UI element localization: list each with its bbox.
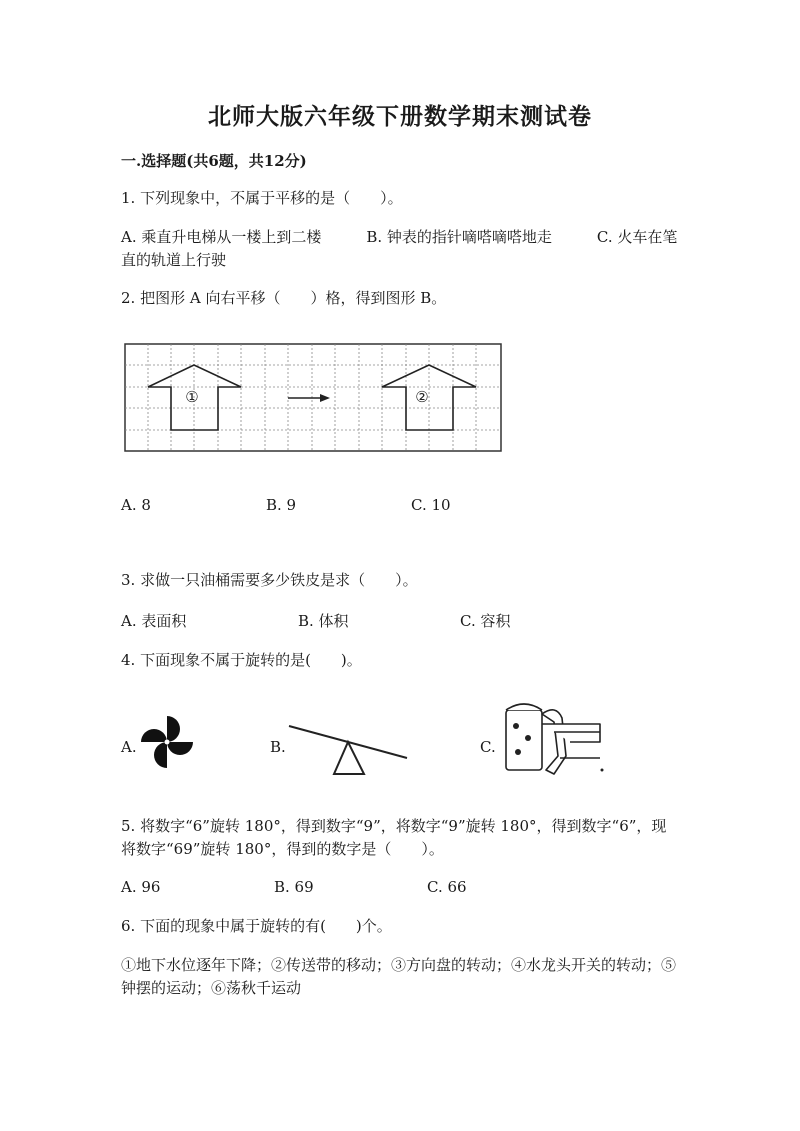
question-5-option-c: C. 66 xyxy=(427,878,467,896)
question-6-items: ①地下水位逐年下降；②传送带的移动；③方向盘的转动；④水龙头开关的转动；⑤钟摆的运动；⑥荡秋千运动 xyxy=(121,956,677,997)
question-3-option-b: B. 体积 xyxy=(298,612,349,630)
question-4-option-a: A. xyxy=(121,738,137,756)
question-3-stem: 3. 求做一只油桶需要多少铁皮是求（ ）。 xyxy=(121,571,418,589)
section-heading: 一.选择题(共6题，共12分) xyxy=(121,152,307,170)
question-3-option-a: A. 表面积 xyxy=(121,612,187,630)
question-1-options: A. 乘直升电梯从一楼上到二楼 B. 钟表的指针嘀嗒嘀嗒地走 C. 火车在笔直的轨道上行驶 xyxy=(121,228,678,269)
question-5-option-b: B. 69 xyxy=(274,878,314,896)
question-5-stem: 5. 将数字“6”旋转 180°，得到数字“9”，将数字“9”旋转 180°，得到数字“6”，现将数字“69”旋转 180°，得到的数字是（ ）。 xyxy=(121,817,667,858)
translation-grid-figure xyxy=(124,343,504,453)
question-3-option-c: C. 容积 xyxy=(460,612,511,630)
question-2-option-a: A. 8 xyxy=(121,496,151,514)
question-6-stem: 6. 下面的现象中属于旋转的有( )个。 xyxy=(121,917,392,935)
shape-a-label: ① xyxy=(185,388,199,406)
shape-b-label: ② xyxy=(415,388,429,406)
question-2-option-c: C. 10 xyxy=(411,496,451,514)
question-4-option-b: B. xyxy=(270,738,286,756)
pinwheel-icon xyxy=(138,713,196,771)
question-4-option-c: C. xyxy=(480,738,496,756)
question-2-option-b: B. 9 xyxy=(266,496,297,514)
question-1-stem: 1. 下列现象中，不属于平移的是（ ）。 xyxy=(121,189,403,207)
slide-icon xyxy=(500,698,606,778)
question-4-stem: 4. 下面现象不属于旋转的是( )。 xyxy=(121,651,362,669)
question-5-option-a: A. 96 xyxy=(121,878,161,896)
page-title: 北师大版六年级下册数学期末测试卷 xyxy=(208,103,592,130)
seesaw-icon xyxy=(285,720,411,778)
question-2-stem: 2. 把图形 A 向右平移（ ）格，得到图形 B。 xyxy=(121,289,447,307)
